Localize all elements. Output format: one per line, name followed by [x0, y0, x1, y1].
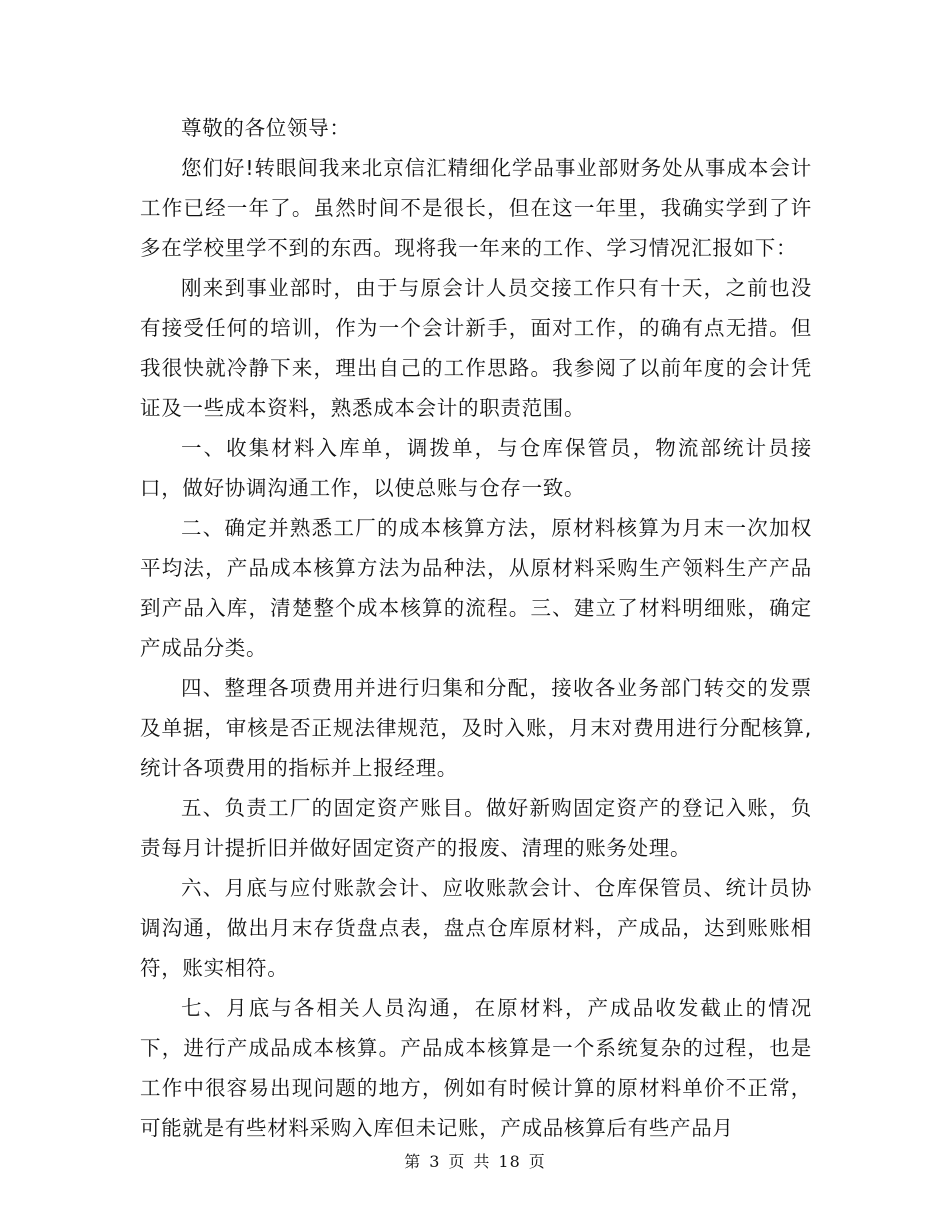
- footer-label-di: 第: [404, 1152, 422, 1171]
- document-body: [140, 108, 812, 1148]
- footer-total-pages: 18: [498, 1152, 521, 1171]
- page-footer: [0, 1152, 950, 1172]
- paragraph-item-6: 六、月底与应付账款会计、应收账款会计、仓库保管员、统计员协调沟通，做出月末存货盘点表，盘点仓库原材料，产成品，达到账账相符，账实相符。: [140, 876, 812, 980]
- footer-label-gong: 共: [473, 1152, 491, 1171]
- paragraph-item-2-3: 二、确定并熟悉工厂的成本核算方法，原材料核算为月末一次加权平均法，产品成本核算方法为品种法，从原材料采购生产领料生产产品到产品入库，清楚整个成本核算的流程。三、建立了材料明细账，确定产成品分类。: [140, 516, 812, 660]
- paragraph-arrival: 刚来到事业部时，由于与原会计人员交接工作只有十天，之前也没有接受任何的培训，作为一个会计新手，面对工作，的确有点无措。但我很快就冷静下来，理出自己的工作思路。我参阅了以前年度的会计凭证及一些成本资料，熟悉成本会计的职责范围。: [140, 276, 812, 420]
- paragraph-greeting: 您们好!转眼间我来北京信汇精细化学品事业部财务处从事成本会计工作已经一年了。虽然时间不是很长，但在这一年里，我确实学到了许多在学校里学不到的东西。现将我一年来的工作、学习情况汇报如下：: [140, 156, 812, 260]
- paragraph-item-7: 七、月底与各相关人员沟通，在原材料，产成品收发截止的情况下，进行产成品成本核算。产品成本核算是一个系统复杂的过程，也是工作中很容易出现问题的地方，例如有时候计算的原材料单价不正常，可能就是有些材料采购入库但未记账，产成品核算后有些产品月: [140, 996, 812, 1140]
- footer-label-ye: 页: [448, 1152, 466, 1171]
- paragraph-item-4: 四、整理各项费用并进行归集和分配，接收各业务部门转交的发票及单据，审核是否正规法律规范，及时入账，月末对费用进行分配核算,统计各项费用的指标并上报经理。: [140, 676, 812, 780]
- footer-current-page: 3: [429, 1152, 441, 1171]
- paragraph-item-1: 一、收集材料入库单，调拨单，与仓库保管员，物流部统计员接口，做好协调沟通工作，以使总账与仓存一致。: [140, 436, 812, 500]
- salutation: 尊敬的各位领导：: [181, 116, 351, 140]
- paragraph-item-5: 五、负责工厂的固定资产账目。做好新购固定资产的登记入账，负责每月计提折旧并做好固定资产的报废、清理的账务处理。: [140, 796, 812, 860]
- footer-label-ye-2: 页: [528, 1152, 546, 1171]
